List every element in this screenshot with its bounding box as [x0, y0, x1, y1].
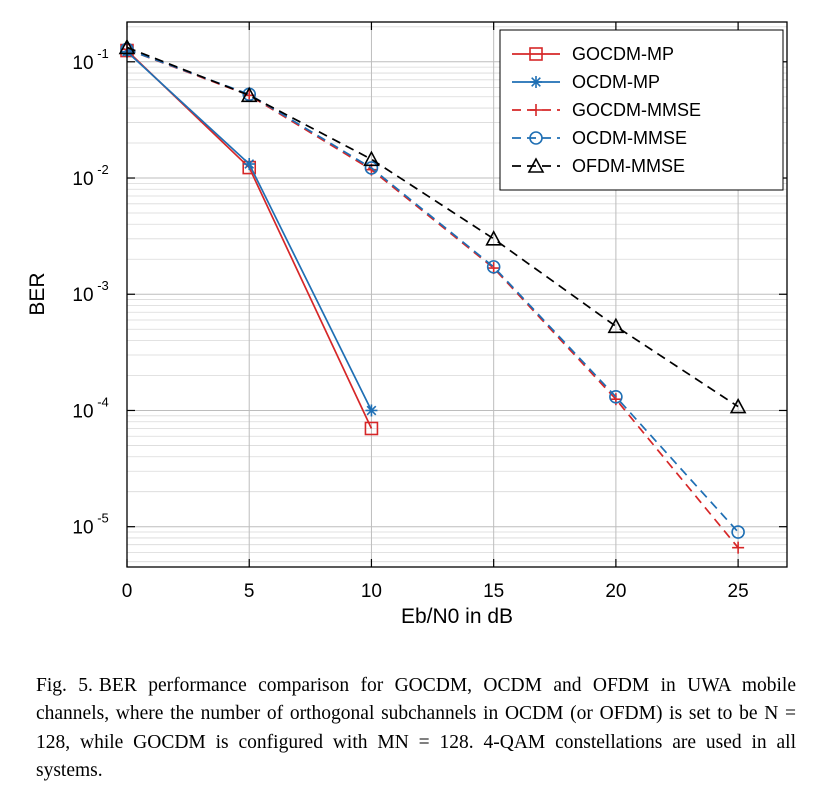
legend-label: OCDM-MMSE [572, 128, 687, 148]
y-tick-label: 10 [72, 401, 94, 423]
y-tick-label: 10 [72, 169, 94, 191]
data-marker-asterisk [530, 76, 542, 88]
y-tick-label: 10 [72, 517, 94, 539]
legend-label: OCDM-MP [572, 72, 660, 92]
data-marker-asterisk [365, 404, 377, 416]
legend [500, 30, 783, 190]
y-tick-label: 10 [72, 52, 94, 74]
x-tick-label: 25 [727, 581, 749, 602]
y-tick-exponent: -4 [97, 394, 109, 410]
y-tick-label: 10 [72, 285, 94, 307]
x-tick-label: 0 [121, 581, 133, 602]
x-tick-label: 5 [243, 581, 255, 602]
data-marker-asterisk [243, 158, 255, 170]
x-tick-label: 10 [360, 581, 383, 602]
y-tick-exponent: -5 [97, 510, 109, 526]
legend-label: GOCDM-MP [572, 44, 674, 64]
legend-label: OFDM-MMSE [572, 156, 685, 176]
figure-caption-text: BER performance comparison for GOCDM, OCDM and OFDM in UWA mobile channels, where the number of orthogonal subchannels in OCDM (or OFDM) is set to be N = 128, while GOCDM is configured with MN = 128. 4-QAM constellations are used in all systems. [36, 675, 797, 782]
x-tick-label: 20 [605, 581, 627, 602]
figure-number: Fig. 5. [36, 675, 93, 696]
figure-caption [36, 672, 796, 786]
y-tick-exponent: -2 [97, 162, 109, 178]
legend-label: GOCDM-MMSE [572, 100, 701, 120]
x-axis-label: Eb/N0 in dB [400, 605, 514, 628]
y-axis-label: BER [26, 272, 49, 316]
y-tick-exponent: -3 [97, 278, 109, 294]
x-tick-label: 15 [483, 581, 505, 602]
y-tick-exponent: -1 [97, 45, 109, 61]
